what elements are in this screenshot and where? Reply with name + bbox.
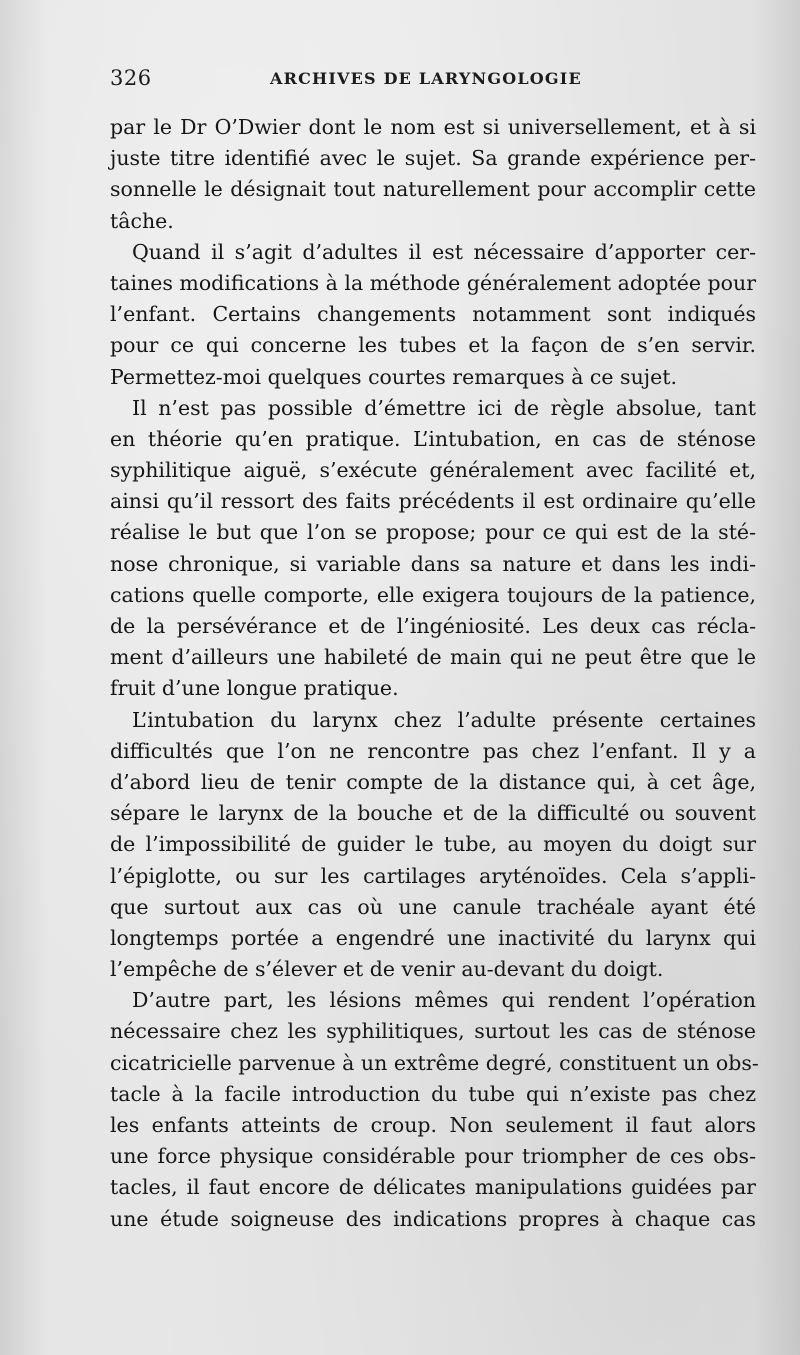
text-line: cicatricielle parvenue à un extrême degré, constituent un obs- <box>110 1050 759 1075</box>
text-line: pour ce qui concerne les tubes et la façon de s’en servir. <box>110 333 756 358</box>
text-line: ment d’ailleurs une habileté de main qui ne peut être que le <box>110 645 756 670</box>
paragraph <box>110 237 756 393</box>
text-line: Permettez-moi quelques courtes remarques à ce sujet. <box>110 364 678 389</box>
text-line: l’épiglotte, ou sur les cartilages aryténoïdes. Cela s’appli- <box>110 863 756 888</box>
text-line: que surtout aux cas où une canule trachéale ayant été <box>110 894 756 919</box>
text-line: de la persévérance et de l’ingéniosité. Les deux cas récla- <box>110 614 756 638</box>
text-line: tacles, il faut encore de délicates manipulations guidées par <box>110 1175 756 1200</box>
page-number: 326 <box>110 66 152 90</box>
text-line: Quand il s’agit d’adultes il est nécessaire d’apporter cer- <box>132 239 756 264</box>
text-line: ainsi qu’il ressort des faits précédents il est ordinaire qu’elle <box>110 489 756 514</box>
text-line: nécessaire chez les syphilitiques, surtout les cas de sténose <box>110 1019 756 1044</box>
text-line: difficultés que l’on ne rencontre pas chez l’enfant. Il y a <box>110 738 756 763</box>
text-line: D’autre part, les lésions mêmes qui rendent l’opération <box>132 988 756 1013</box>
body-text <box>110 112 759 1235</box>
text-line: taines modifications à la méthode généralement adoptée pour <box>110 270 756 295</box>
text-line: d’abord lieu de tenir compte de la distance qui, à cet âge, <box>110 769 756 794</box>
text-line: longtemps portée a engendré une inactivité du larynx qui <box>110 925 756 950</box>
text-line: syphilitique aiguë, s’exécute généralement avec facilité et, <box>110 458 756 483</box>
text-line: par le Dr O’Dwier dont le nom est si universellement, et à si <box>110 115 756 139</box>
text-line: L’intubation du larynx chez l’adulte présente certaines <box>132 707 756 732</box>
text-line: de l’impossibilité de guider le tube, au moyen du doigt sur <box>110 832 756 857</box>
text-line: Il n’est pas possible d’émettre ici de règle absolue, tant <box>132 395 756 420</box>
text-line: l’empêche de s’élever et de venir au-devant du doigt. <box>110 957 664 982</box>
text-line: sonnelle le désignait tout naturellement pour accomplir cette <box>110 177 756 202</box>
paragraph <box>110 985 759 1235</box>
text-line: tâche. <box>110 208 174 233</box>
text-line: une force physique considérable pour triompher de ces obs- <box>110 1144 756 1169</box>
text-line: nose chronique, si variable dans sa nature et dans les indi- <box>110 551 756 576</box>
text-line: les enfants atteints de croup. Non seulement il faut alors <box>110 1113 756 1137</box>
text-line: cations quelle comporte, elle exigera toujours de la patience, <box>110 582 756 607</box>
text-line: tacle à la facile introduction du tube qui n’existe pas chez <box>110 1081 756 1106</box>
paragraph <box>110 393 756 705</box>
paragraph <box>110 112 756 237</box>
text-line: fruit d’une longue pratique. <box>110 676 399 701</box>
text-line: réalise le but que l’on se propose; pour ce qui est de la sté- <box>110 520 756 545</box>
running-head: ARCHIVES DE LARYNGOLOGIE <box>270 69 582 88</box>
paragraph <box>110 705 756 986</box>
text-line: l’enfant. Certains changements notamment sont indiqués <box>110 302 756 327</box>
text-line: juste titre identifié avec le sujet. Sa grande expérience per- <box>110 146 756 171</box>
text-line: en théorie qu’en pratique. L’intubation, en cas de sténose <box>110 426 756 451</box>
text-line: une étude soigneuse des indications propres à chaque cas <box>110 1206 756 1231</box>
text-line: sépare le larynx de la bouche et de la difficulté ou souvent <box>110 801 756 826</box>
page-header <box>110 66 760 100</box>
